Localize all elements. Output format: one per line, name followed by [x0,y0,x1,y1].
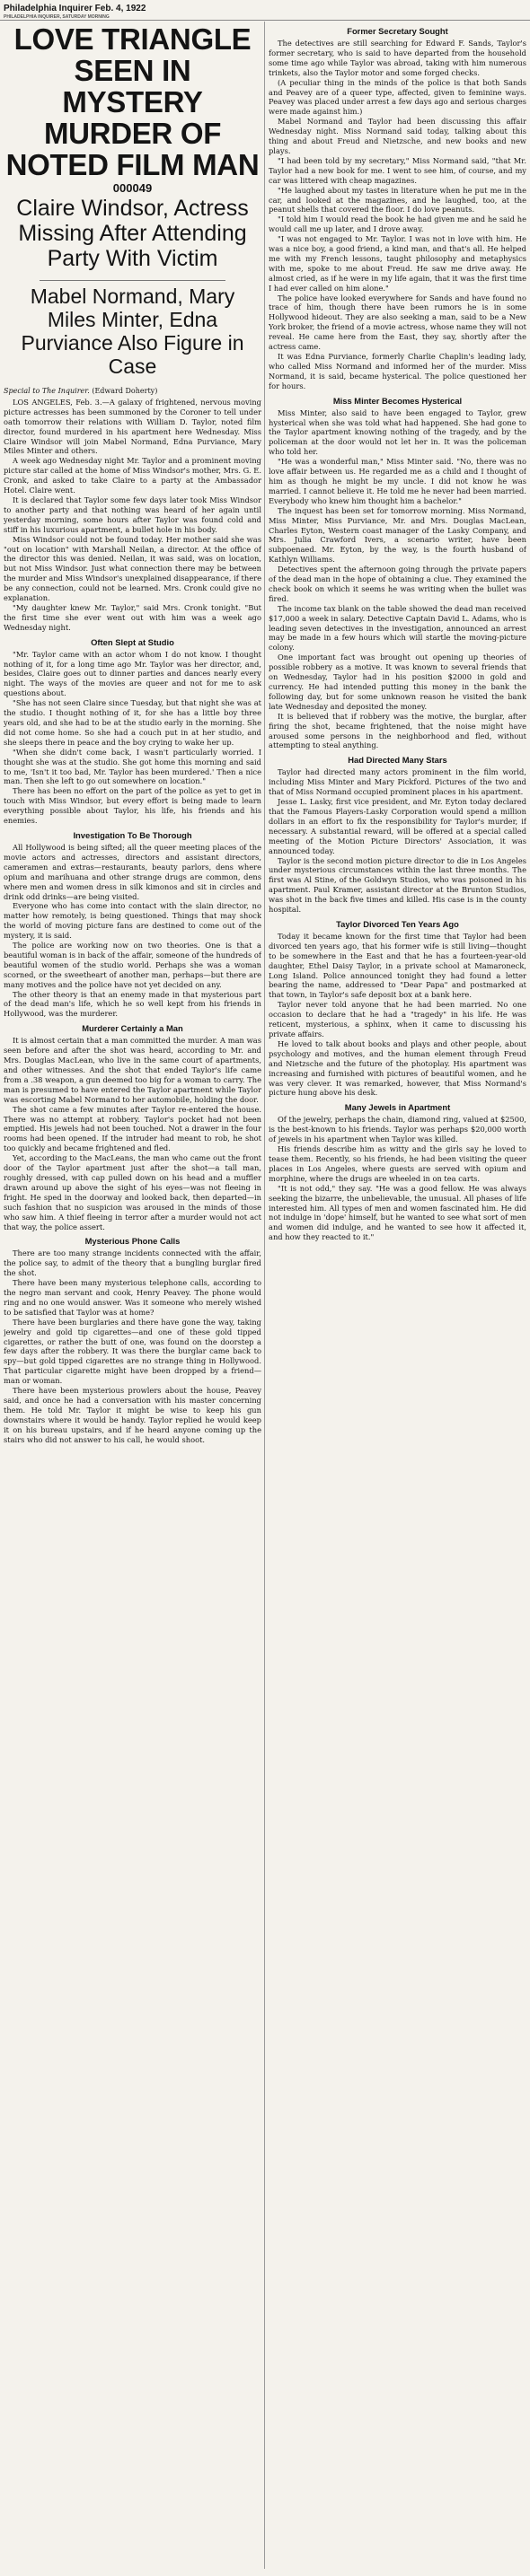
subhead: Former Secretary Sought [347,26,448,36]
article-paragraph: The police have looked everywhere for Sands and have found no trace of him, though there have been rumors he is in some Hollywood hideout. They are also seeking a man, said to be a New York broker, the friend of a movie actress, whose name they will not reveal. He came here from the East, they say, shortly after the actress came. [269,293,526,352]
left-paras-d [4,1036,261,1231]
subhead: Miss Minter Becomes Hysterical [332,395,463,406]
subhead: Many Jewels in Apartment [344,1102,451,1113]
left-column [4,22,261,2571]
article-paragraph: (A peculiar thing in the minds of the police is that both Sands and Peavey are of a queer type, affected, given to feminine ways. Peavey was placed under arrest a few days ago and serious charges were made against him.) [269,77,526,117]
article-paragraph: "When she didn't come back, I wasn't particularly worried. I thought she was at the studio. She got home this morning and said to me, 'Isn't it too bad, Mr. Taylor has been murdered.' Then a nice man. Then she left to go out somewhere on location." [4,747,261,786]
right-paras-a [269,39,526,391]
article-paragraph: "My daughter knew Mr. Taylor," said Mrs. Cronk tonight. "But the first time she ever went out with him was a week ago Wednesday night. [4,602,261,632]
article-paragraph: Taylor never told anyone that he had been married. No one occasion to declare that he had a "tragedy" in his life. He was reticent, mysterious, a sphinx, when it came to discussing his private affairs. [269,1000,526,1038]
article-paragraph: "I told him I would read the book he had given me and he said he would call me up later, and I drove away. [269,215,526,234]
deck-divider [40,280,225,281]
right-paras-e [269,1115,526,1242]
article-paragraph: Yet, according to the MacLeans, the man who came out the front door of the Taylor apartment just after the shot—a tall man, roughly dressed, with cap pulled down on his head and a muffler drawn around up above the sight of his eyes—was not fleeing in fright. He sped in the doorway and looked back, then departed—in such fashion that no suspicion was aroused in the minds of those who saw him. A thief fleeing in terror after a murder would not act that way, the police assert. [4,1153,261,1231]
article-paragraph: The inquest has been set for tomorrow morning. Miss Normand, Miss Minter, Miss Purviance, Mr. and Mrs. Douglas MacLean, Charles Eyton, Western coast manager of the Lasky Company, and Mrs. Julia Crawford Ivers, a scenario writer, have been subpoenaed. Mr. Eyton, by the way, is the fourth husband of Kathlyn Williams. [269,505,526,565]
article-paragraph: Of the jewelry, perhaps the chain, diamond ring, valued at $2500, is the best-known to his friends. Taylor was perhaps $20,000 worth of jewels in his apartment when Taylor was killed. [269,1115,526,1144]
article-paragraph: One important fact was brought out opening up theories of possible robbery as a motive. It was known to several friends that on Wednesday, Taylor had in his position $2000 in gold and currency. He had intended putting this money in the bank the following day, but for some unknown reason he visited the bank late Wednesday and deposited the money. [269,653,526,711]
left-paras-e [4,1249,261,1444]
article-paragraph: He loved to talk about books and plays and other people, about psychology and motives, and the human element through Freud and Nietzsche and the future of the photoplay. His apartment was increasing and furnished with pictures of beautiful women, and he was very clever. It was remarked, however, that Miss Normand's picture hung above his desk. [269,1038,526,1098]
article-paragraph: The income tax blank on the table showed the dead man received $17,000 a week in salary. Detective Captain David L. Adams, who is leading seven detectives in the investigation, announced an arrest may be made in a few hours which will startle the moving-picture colony. [269,603,526,653]
deck-primary: Claire Windsor, Actress Missing After Attending Party With Victim [16,195,249,271]
article-paragraph: Detectives spent the afternoon going through the private papers of the dead man in the hope of obtaining a clue. They examined the check book on which it seems he was writing when the bullet was fired. [269,565,526,603]
article-paragraph: LOS ANGELES, Feb. 3.—A galaxy of frightened, nervous moving picture actresses has been summoned by the Coroner to tell under oath tomorrow their relations with William D. Taylor, noted film director, found murdered in his apartment here Wednesday. Miss Claire Windsor will join Mabel Normand, Edna Purviance, Mary Miles Minter and others. [4,397,261,456]
top-rule [0,20,530,21]
article-paragraph: A week ago Wednesday night Mr. Taylor and a prominent moving picture star called at the home of Miss Windsor's mother, Mrs. G. E. Cronk, and asked to take Claire to a party at the Ambassador Hotel. Claire went. [4,456,261,495]
article-paragraph: "I was not engaged to Mr. Taylor. I was not in love with him. He was a nice boy, a good friend, a kind man, and that's all. He helped me with my French lessons, taught philosophy and metaphysics with me, spoke to me about Freud. He saw me drive away. He almost cried, as if he were in my life again, that it was the first time I had ever called on him alone." [269,234,526,293]
byline-note: (Edward Doherty) [92,386,158,395]
article-paragraph: Taylor had directed many actors prominent in the film world, including Miss Minter and Mary Pickford. Pictures of the two and that of Miss Normand occupied prominent places in his apartment. [269,767,526,797]
subhead: Often Slept at Studio [91,636,174,647]
article-paragraph: The detectives are still searching for Edward F. Sands, Taylor's former secretary, who is said to have departed from the household some time ago while Taylor was abroad, taking with him numerous trinkets, also the Taylor motor and some forged checks. [269,39,526,77]
subhead: Had Directed Many Stars [348,755,447,766]
article-paragraph: "He was a wonderful man," Miss Minter said. "No, there was no love affair between us. He regarded me as a child and I thought of him as though he might be my uncle. I did not know he was married. I cannot believe it. He told me he never had been married. Everybody who knew him thought him a bachelor." [269,457,526,505]
article-paragraph: Miss Minter, also said to have been engaged to Taylor, grew hysterical when she was told what had happened. She had gone to the Taylor apartment knowing nothing of the tragedy, and by the policeman at the door would not let her in. It was the policeman who told her. [269,407,526,457]
article-paragraph: "I had been told by my secretary," Miss Normand said, "that Mr. Taylor had a new book for me. I went to see him, of course, and my car was littered with cheap magazines. [269,155,526,185]
article-paragraph: His friends describe him as witty and the girls say he loved to tease them. Recently, so his friends, he had been visiting the queer places in Los Angeles, where guests are served with opium and morphine, where the drugs are wheeled in on tea carts. [269,1144,526,1183]
left-paras-a [4,398,261,633]
deck-secondary: Mabel Normand, Mary Miles Minter, Edna Purviance Also Figure in Case [21,284,244,378]
article-paragraph: There have been many mysterious telephone calls, according to the negro man servant and cook, Henry Peavey. The phone would ring and no one would answer. Was it someone who merely wished to be satisfied that Taylor was at home? [4,1278,261,1317]
column-divider [264,22,265,2569]
right-paras-b [269,408,526,751]
headline: LOVE TRIANGLE SEEN IN MYSTERY MURDER OF NOTED FILM MAN [5,22,260,181]
right-column [269,22,526,2571]
right-paras-d [269,932,526,1098]
byline-source: Special to The Inquirer. [4,386,90,395]
article-paragraph: It was Edna Purviance, formerly Charlie Chaplin's leading lady, who called Miss Normand and informed her of the murder. Miss Normand, it is said, became hysterical. The police questioned her for hours. [269,352,526,390]
paper-date-line: Philadelphia Inquirer Feb. 4, 1922 [4,4,146,13]
subhead: Taylor Divorced Ten Years Ago [336,918,459,929]
article-paragraph: "He laughed about my tastes in literature when he put me in the car, and looked at the magazines, and he laughed, too, at the peanut shells that covered the floor. I do love peanuts. [269,185,526,215]
article-paragraph: Mabel Normand and Taylor had been discussing this affair Wednesday night. Miss Normand said today, talking about this thing and about Freud and Nietzsche, and new books and new plays. [269,117,526,155]
article-paragraph: The police are working now on two theories. One is that a beautiful woman is in back of the affair, someone of the hundreds of beautiful women of the studio world. Perhaps she was a woman scorned, or the sweetheart of another man, perhaps—but there are many motives and the police have not yet decided on any. [4,941,261,989]
newspaper-header [4,4,273,20]
article-paragraph: The shot came a few minutes after Taylor re-entered the house. There was no attempt at robbery. Taylor's pocket had not been emptied. His jewels had not been touched. Not a drawer in the four rooms had been opened. If the intruder had meant to rob, he shot too quickly and became frightened and fled. [4,1104,261,1153]
article-paragraph: "She has not seen Claire since Tuesday, but that night she was at the studio. I thought nothing of it, for she has a little boy three years old, and she had to be at the studio early in the morning. She did not come home. So she had a couch put in at her studio, and she sleeps there in peace and the boy crying to wake her up. [4,698,261,747]
article-paragraph: Taylor is the second motion picture director to die in Los Angeles under mysterious circumstances within the last three months. The first was Al Stine, of the Goldwyn Studios, who was poisoned in his apartment. Paul Kramer, assistant director at the Brunton Studios, was shot in the back five times and killed. His case is in the county hospital. [269,855,526,915]
left-paras-b [4,650,261,826]
article-paragraph: Everyone who has come into contact with the slain director, no matter how remotely, is being questioned. Things that may shock the world of moving picture fans are destined to come out of the mystery, it is said. [4,901,261,941]
article-paragraph: "Mr. Taylor came with an actor whom I do not know. I thought nothing of it, for a long time ago Mr. Taylor was her director, and, besides, Claire goes out to dinner parties and dances nearly every night. The ways of the movies are queer and not for me to ask questions about. [4,649,261,698]
article-paragraph: There have been burglaries and there have gone the way, taking jewelry and gold tip cigarettes—and one of these gold tipped cigarettes, or rather the butt of one, was found on the doorstep a few days after the robbery. It was there the burglar came back to spy—but gold tipped cigarettes are no strange thing in Hollywood. That particular cigarette might have been dropped by a friend—man or woman. [4,1317,261,1386]
subhead: Murderer Certainly a Man [82,1023,183,1034]
article-paragraph: All Hollywood is being sifted; all the queer meeting places of the movie actors and actresses, directors and assistant directors, cameramen and extras—restaurants, beauty parlors, dens where opium and marihuana and other strange drugs are common, dens where men and women dress in silk kimonos and sit in circles and drink odd drinks—are being visited. [4,842,261,901]
left-paras-c [4,843,261,1019]
subhead: Investigation To Be Thorough [73,829,192,840]
article-paragraph: There are too many strange incidents connected with the affair, the police say, to admit of the theory that a bungling burglar fired the shot. [4,1249,261,1278]
article-paragraph: It is almost certain that a man committed the murder. A man was seen before and after the shot was heard, according to Mr. and Mrs. Douglas MacLean, who live in the same court of apartments, and other witnesses. And the shot that ended Taylor's life came from a .38 weapon, a gun deemed too big for a woman to carry. The man is presumed to have entered the Taylor apartment while Taylor was escorting Mabel Normand to her automobile, holding the door. [4,1036,261,1104]
article-paragraph: Miss Windsor could not be found today. Her mother said she was "out on location" with Marshall Neilan, a director. At the office of the director this was denied. Neilan, it was said, was on location, but not Miss Windsor. Just what connection there may be between the murder and Miss Windsor's unexplained disappearance, if there be any connection, could not be learned. Mrs. Cronk could give no explanation. [4,534,261,603]
subhead: Mysterious Phone Calls [84,1236,181,1247]
article-paragraph: Jesse L. Lasky, first vice president, and Mr. Eyton today declared that the Famous Players-Lasky Corporation would spend a million dollars in an effort to fix the responsibility for Taylor's murder, if necessary. A substantial reward, will be offered at a special called meeting of the Motion Picture Directors' Association, it was announced today. [269,797,526,855]
article-paragraph: There has been no effort on the part of the police as yet to get in touch with Miss Windsor, but every effort is being made to learn everything possible about Taylor, his life, his friends and his enemies. [4,786,261,826]
right-paras-c [269,767,526,915]
article-paragraph: Today it became known for the first time that Taylor had been divorced ten years ago, that his former wife is still living—thought to be somewhere in the East and that he has a fourteen-year-old daughter, Ethel Daisy Taylor, in a private school at Mamaroneck, Long Island. Police announced tonight they had found a letter bearing the name, addressed to "Dear Papa" and postmarked at that town, in Taylor's safe deposit box at a bank here. [269,931,526,1000]
article-paragraph: There have been mysterious prowlers about the house, Peavey said, and once he had a conversation with his master concerning them. He told Mr. Taylor it might be wise to keep his gun downstairs where it would be handy. Taylor replied he would keep it on his bureau upstairs, and if he heard anyone coming up the stairs who did not answer to his call, he would shoot. [4,1386,261,1444]
caption-line: PHILADELPHIA INQUIRER, SATURDAY MORNING [4,14,110,20]
byline [4,387,261,396]
article-paragraph: It is declared that Taylor some few days later took Miss Windsor to another party and that nothing was heard of her again until yesterday morning, some hours after Taylor was found cold and stiff in his luxurious apartment, a bullet hole in his body. [4,495,261,534]
article-paragraph: "It is not odd," they say. "He was a good fellow. He was always seeking the bizarre, the unbelievable, the unusual. All phases of life interested him. All types of men and women fascinated him. He did not indulge in 'dope' himself, but he wanted to see what sort of men and women did indulge, and he wanted to see how it affected it, and how they reacted to it." [269,1183,526,1242]
article-paragraph: The other theory is that an enemy made in that mysterious part of the dead man's life, which he so well kept from his friends in Hollywood, was the murderer. [4,989,261,1019]
code-number: 000049 [112,181,153,195]
article-paragraph: It is believed that if robbery was the motive, the burglar, after firing the shot, became frightened, that the noise might have aroused some persons in the neighborhood and fled, without attempting to steal anything. [269,711,526,750]
